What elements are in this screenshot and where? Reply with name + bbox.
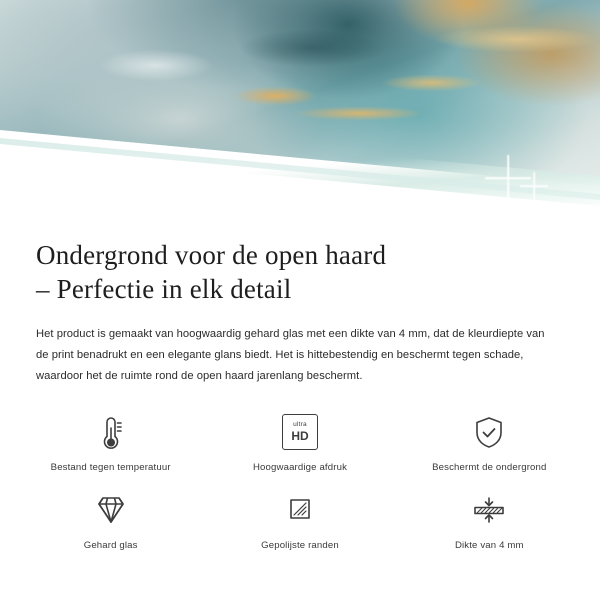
description-text: Het product is gemaakt van hoogwaardig gehard glas met een dikte van 4 mm, dat de kleurdiepte van de print benadrukt en een elegante glans biedt. Het is hittebestendig en beschermt tegen schade, waardoor het de ruimte rond de open haard jarenlang beschermt. [36, 328, 545, 382]
thickness-arrows-icon [467, 487, 511, 533]
feature-label: Gehard glas [83, 540, 138, 551]
feature-item-temperature [16, 409, 205, 473]
thermometer-icon [91, 409, 131, 455]
badge-bottom-text: HD [291, 428, 309, 443]
page-title [36, 238, 466, 306]
headline-line-2: – Perfectie in elk detail [36, 274, 292, 304]
feature-item-print-quality [205, 409, 394, 473]
badge-top-text: ultra [293, 421, 307, 429]
polished-edges-icon [280, 487, 320, 533]
shield-check-icon [469, 409, 509, 455]
feature-label: Bestand tegen temperatuur [50, 462, 171, 473]
feature-item-tempered-glass [16, 487, 205, 551]
feature-label: Hoogwaardige afdruk [252, 462, 348, 473]
feature-grid [0, 409, 600, 551]
feature-label: Gepolijste randen [261, 540, 339, 551]
diamond-icon [89, 487, 133, 533]
content-block [0, 218, 600, 387]
feature-item-surface-protection [395, 409, 584, 473]
feature-item-polished-edges [205, 487, 394, 551]
feature-label: Dikte van 4 mm [454, 540, 524, 551]
hero-image [0, 0, 600, 218]
feature-label: Beschermt de ondergrond [432, 462, 547, 473]
ultra-hd-badge-icon [282, 409, 318, 455]
feature-item-thickness [395, 487, 584, 551]
headline-line-1: Ondergrond voor de open haard [36, 240, 387, 270]
